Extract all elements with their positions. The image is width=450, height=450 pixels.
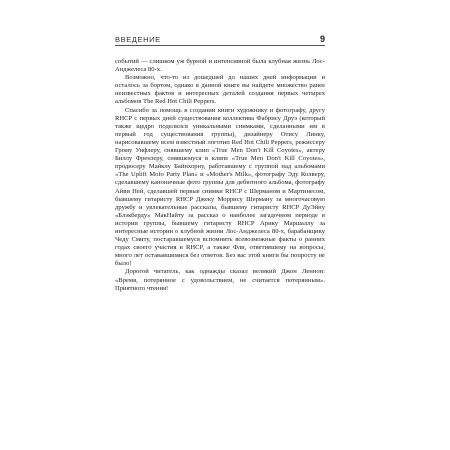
paragraph-continued: событий — слишком уж бурной и интенсивной была клубная жизнь Лос-Анджелеса 80-х.	[115, 58, 325, 74]
book-page	[115, 34, 325, 424]
paragraph-closing: Дорогой читатель, как однажды сказал великий Джон Леннон: «Время, потерянное с удовольствием, не считается потерянным». Приятного чтения!	[115, 268, 325, 292]
page-number: 9	[319, 34, 325, 44]
paragraph-acknowledgements: Спасибо за помощь в создании книги художнику и фотографу, другу RHCP с первых дней существования коллектива Фабрису Друэ (который также щедро поделился уникальными снимками, сделанными им в первый год существования группы), дизайнеру Отису Линку, нарисовавшему всем известный логотип Red Hot Chili Peppers, режиссеру Грому Уифлеру, снявшему клип «True Men Don't Kill Coyotes», актеру Биллу Френзеру, снявшемуся в клипе «True Men Don't Kill Coyotes», продюсеру Майклу Байнхорну, работавшему с группой над альбомами «The Uplift Mofo Party Plan» и «Mother's Milk», фотографу Эду Колверу, сделавшему каноничные фото группы для дебютного альбома, фотографу Айви Ней, сделавшей первые снимки RHCP с Шерманом и Мартинесом, бывшему гитаристу RHCP Джеку Моррису Шерману за многочасовую дружбу и увлекательные рассказы, бывшему гитаристу RHCP ДуЭйну «Блэкберду» МакНайту за рассказ о наиболее загадочном периоде в истории группы, бывшему гитаристу RHCP Арику Маршаллу за интересные истории о клубной жизни Лос-Анджелеса 80-х, барабанщику Чеду Смиту, постаравшемуся вспомнить всевозможные факты о ранних годах своего участия в RHCP, а также Фли, ответившему на вопросы, много лет остававшимися без ответов. Без вас этой книги бы попросту не было!	[115, 106, 325, 268]
paragraph: Возможно, что-то из дошедшей до наших дней информации и осталось за бортом, однако в данной книге вы найдете множество ранее неизвестных фактов и интересных деталей создания первых четырех альбомов The Red Hot Chili Peppers.	[115, 74, 325, 106]
running-title: ВВЕДЕНИЕ	[115, 35, 161, 44]
running-head	[115, 34, 325, 46]
body-text	[115, 58, 325, 293]
